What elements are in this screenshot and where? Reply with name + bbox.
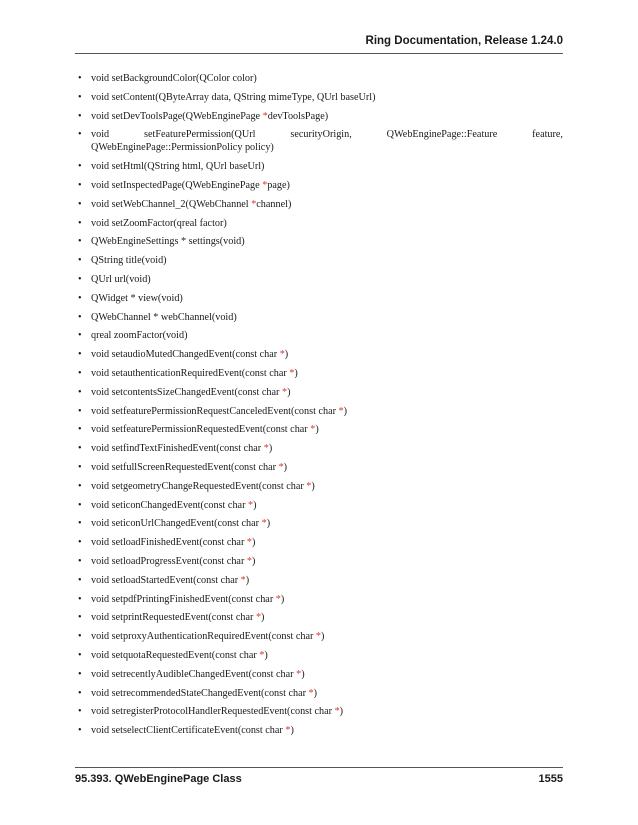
item-text: void setproxyAuthenticationRequiredEvent(const char <box>91 631 316 643</box>
item-text: QString title(void) <box>91 255 167 267</box>
bullet-icon: • <box>78 687 82 699</box>
header-divider <box>75 53 563 54</box>
item-text-tail: ) <box>268 443 273 455</box>
item-text-tail: ) <box>252 537 256 549</box>
item-text-tail: ) <box>261 612 265 624</box>
item-line-1 <box>91 128 563 141</box>
bullet-icon: • <box>78 349 82 361</box>
pointer-star: * <box>296 668 302 680</box>
item-text: void setContent(QByteArray data, QString mimeType, QUrl baseUrl) <box>91 91 376 103</box>
list-item <box>75 724 563 737</box>
item-text: void setfullScreenRequestedEvent(const char <box>91 461 279 473</box>
item-text: qreal zoomFactor(void) <box>91 330 188 342</box>
method-list <box>75 72 563 737</box>
item-word: feature, <box>532 129 563 141</box>
item-text: void setrecommendedStateChangedEvent(const char <box>91 687 309 699</box>
list-item <box>75 611 563 624</box>
item-text-tail: ) <box>290 725 294 737</box>
bullet-icon: • <box>78 73 82 84</box>
item-text: void setfeaturePermissionRequestCanceledEvent(const char <box>91 405 339 417</box>
page-number: 1555 <box>538 773 563 785</box>
item-text: void setHtml(QString html, QUrl baseUrl) <box>91 161 265 173</box>
bullet-icon: • <box>78 386 82 398</box>
bullet-icon: • <box>78 311 82 323</box>
item-text: void setselectClientCertificateEvent(const char <box>91 725 286 737</box>
running-footer <box>75 771 563 787</box>
list-item <box>75 555 563 568</box>
list-item <box>75 160 563 173</box>
bullet-icon: • <box>78 443 82 455</box>
item-text: void setprintRequestedEvent(const char <box>91 612 256 624</box>
item-word: securityOrigin, <box>290 129 352 141</box>
bullet-icon: • <box>78 574 82 586</box>
bullet-icon: • <box>78 593 82 605</box>
bullet-icon: • <box>78 649 82 661</box>
item-text-tail: ) <box>251 555 256 567</box>
bullet-icon: • <box>78 555 82 567</box>
footer-divider <box>75 767 563 768</box>
list-item <box>75 630 563 643</box>
list-item <box>75 217 563 230</box>
bullet-icon: • <box>78 236 82 248</box>
list-item <box>75 593 563 606</box>
item-text: void setregisterProtocolHandlerRequestedEvent(const char <box>91 706 335 718</box>
list-item <box>75 235 563 248</box>
item-text: void setquotaRequestedEvent(const char <box>91 649 260 661</box>
pointer-star: * <box>285 725 291 737</box>
item-text: void setWebChannel_2(QWebChannel <box>91 198 252 210</box>
item-text: QWidget * view(void) <box>91 292 183 304</box>
item-text: void setaudioMutedChangedEvent(const char <box>91 349 280 361</box>
bullet-icon: • <box>78 668 82 680</box>
item-text: void setBackgroundColor(QColor color) <box>91 73 257 84</box>
item-text-tail: ) <box>284 349 289 361</box>
item-text-tail: ) <box>315 424 319 436</box>
list-item <box>75 273 563 286</box>
bullet-icon: • <box>78 198 82 210</box>
item-text: void seticonChangedEvent(const char <box>91 499 249 511</box>
item-text: void setDevToolsPage(QWebEnginePage <box>91 110 263 122</box>
list-item <box>75 311 563 324</box>
list-item <box>75 254 563 267</box>
bullet-icon: • <box>78 179 82 191</box>
list-item <box>75 91 563 104</box>
item-line-2: QWebEnginePage::PermissionPolicy policy) <box>91 142 274 154</box>
bullet-icon: • <box>78 161 82 173</box>
item-text-tail: ) <box>283 461 288 473</box>
list-item <box>75 348 563 361</box>
list-item <box>75 179 563 192</box>
pointer-star: * <box>275 593 281 605</box>
item-text: void seticonUrlChangedEvent(const char <box>91 518 262 530</box>
item-word: QWebEnginePage::Feature <box>386 129 498 141</box>
item-text: void setauthenticationRequiredEvent(const char <box>91 367 290 379</box>
pointer-star: * <box>281 386 288 398</box>
list-item <box>75 329 563 342</box>
item-text-tail: ) <box>253 499 257 511</box>
list-item <box>75 128 563 154</box>
pointer-star: * <box>248 499 254 511</box>
list-item <box>75 668 563 681</box>
pointer-star: * <box>306 480 312 492</box>
item-word: setFeaturePermission(QUrl <box>144 129 256 141</box>
item-text-tail: channel) <box>256 198 292 210</box>
list-item <box>75 574 563 587</box>
bullet-icon: • <box>78 612 82 624</box>
item-text-tail: ) <box>294 367 298 379</box>
pointer-star: * <box>315 631 322 643</box>
item-text-tail: ) <box>321 631 325 643</box>
list-item <box>75 405 563 418</box>
item-text: void setloadProgressEvent(const char <box>91 555 247 567</box>
pointer-star: * <box>279 349 285 361</box>
pointer-star: * <box>246 537 252 549</box>
list-item <box>75 499 563 512</box>
pointer-star: * <box>246 555 252 567</box>
item-text: void setrecentlyAudibleChangedEvent(const char <box>91 668 297 680</box>
list-item <box>75 367 563 380</box>
list-item <box>75 423 563 436</box>
list-item <box>75 705 563 718</box>
item-text-tail: ) <box>313 687 318 699</box>
item-text: void setfindTextFinishedEvent(const char <box>91 443 264 455</box>
item-text-tail: ) <box>339 706 344 718</box>
item-text-tail: ) <box>311 480 315 492</box>
pointer-star: * <box>255 612 262 624</box>
pointer-star: * <box>263 443 269 455</box>
item-word: void <box>91 129 110 141</box>
bullet-icon: • <box>78 129 82 141</box>
bullet-icon: • <box>78 217 82 229</box>
section-title: 95.393. QWebEnginePage Class <box>75 773 242 785</box>
bullet-icon: • <box>78 405 82 417</box>
item-text-tail: ) <box>287 386 291 398</box>
bullet-icon: • <box>78 424 82 436</box>
item-text: QWebEngineSettings * settings(void) <box>91 236 245 248</box>
list-item <box>75 442 563 455</box>
pointer-star: * <box>308 687 314 699</box>
bullet-icon: • <box>78 367 82 379</box>
list-item <box>75 687 563 700</box>
bullet-icon: • <box>78 273 82 285</box>
list-item <box>75 461 563 474</box>
item-text: void setgeometryChangeRequestedEvent(const char <box>91 480 307 492</box>
item-text: void setfeaturePermissionRequestedEvent(const char <box>91 424 311 436</box>
bullet-icon: • <box>78 725 82 737</box>
bullet-icon: • <box>78 255 82 267</box>
bullet-icon: • <box>78 110 82 122</box>
list-item <box>75 536 563 549</box>
document-title: Ring Documentation, Release 1.24.0 <box>365 35 563 47</box>
bullet-icon: • <box>78 706 82 718</box>
pointer-star: * <box>251 198 257 210</box>
item-text: void setloadFinishedEvent(const char <box>91 537 247 549</box>
list-item <box>75 517 563 530</box>
item-text: void setloadStartedEvent(const char <box>91 574 241 586</box>
list-item <box>75 480 563 493</box>
list-item <box>75 386 563 399</box>
item-text-tail: devToolsPage) <box>267 110 329 122</box>
page-content <box>75 72 563 743</box>
item-text-tail: ) <box>301 668 305 680</box>
item-text: void setcontentsSizeChangedEvent(const char <box>91 386 282 398</box>
pointer-star: * <box>259 649 265 661</box>
item-text: QUrl url(void) <box>91 273 151 285</box>
pointer-star: * <box>289 367 295 379</box>
list-item <box>75 72 563 85</box>
item-text-tail: ) <box>343 405 348 417</box>
item-text: void setpdfPrintingFinishedEvent(const char <box>91 593 276 605</box>
item-text: void setZoomFactor(qreal factor) <box>91 217 227 229</box>
item-text-tail: ) <box>245 574 250 586</box>
bullet-icon: • <box>78 480 82 492</box>
item-text-tail: ) <box>266 518 271 530</box>
pointer-star: * <box>261 518 267 530</box>
list-item <box>75 198 563 211</box>
pointer-star: * <box>310 424 316 436</box>
item-text: void setInspectedPage(QWebEnginePage <box>91 179 263 191</box>
item-text-tail: page) <box>267 179 290 191</box>
list-item <box>75 649 563 662</box>
running-header <box>75 32 563 50</box>
pointer-star: * <box>262 110 268 122</box>
item-text-tail: ) <box>280 593 285 605</box>
pointer-star: * <box>262 179 268 191</box>
bullet-icon: • <box>78 292 82 304</box>
bullet-icon: • <box>78 461 82 473</box>
bullet-icon: • <box>78 518 82 530</box>
pointer-star: * <box>334 706 340 718</box>
bullet-icon: • <box>78 537 82 549</box>
list-item <box>75 110 563 123</box>
bullet-icon: • <box>78 330 82 342</box>
bullet-icon: • <box>78 91 82 103</box>
pointer-star: * <box>240 574 246 586</box>
bullet-icon: • <box>78 631 82 643</box>
item-text: QWebChannel * webChannel(void) <box>91 311 237 323</box>
list-item <box>75 292 563 305</box>
pointer-star: * <box>278 461 284 473</box>
pointer-star: * <box>338 405 344 417</box>
item-text-tail: ) <box>264 649 268 661</box>
bullet-icon: • <box>78 499 82 511</box>
